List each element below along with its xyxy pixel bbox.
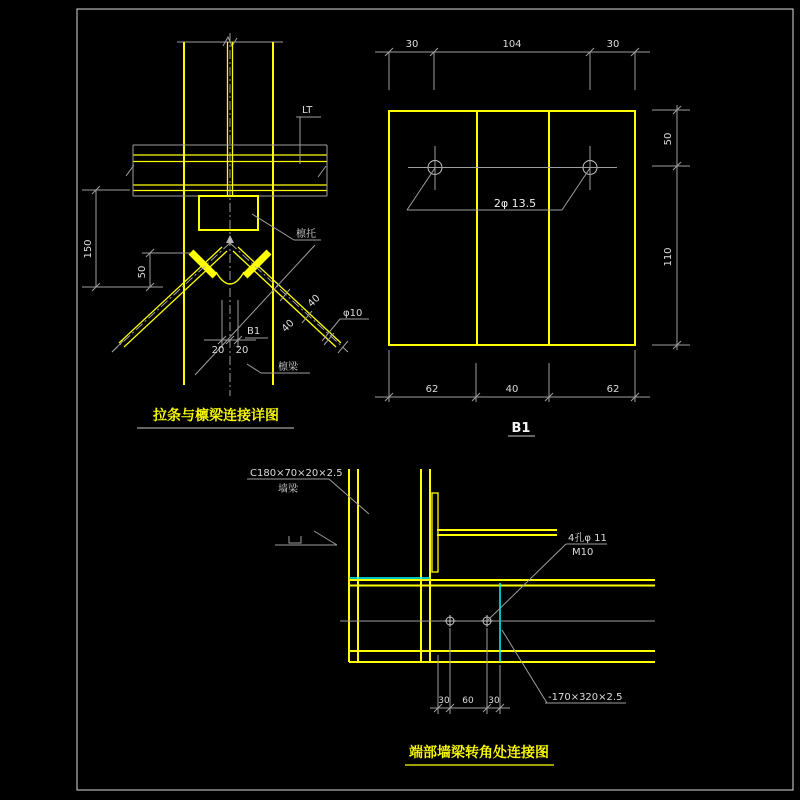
- svg-text:30: 30: [405, 39, 419, 50]
- purlin-seat-plate: [199, 196, 258, 230]
- d3-dim-bottom: [430, 628, 510, 714]
- svg-text:40: 40: [305, 292, 323, 310]
- label-b1-ref: B1: [247, 326, 261, 337]
- hole-note: 2φ 13.5: [493, 197, 537, 210]
- detail-plate-b1: [375, 39, 690, 436]
- svg-text:50: 50: [137, 265, 148, 279]
- svg-text:104: 104: [502, 39, 522, 50]
- svg-text:30: 30: [606, 39, 620, 50]
- corner-plate-edge: [432, 493, 438, 572]
- svg-text:62: 62: [425, 384, 439, 395]
- b1-dim-top: [375, 39, 650, 90]
- label-section-size: C180×70×20×2.5: [250, 468, 343, 479]
- detail2-title: B1: [511, 421, 531, 436]
- b1-dim-right: [652, 105, 690, 350]
- svg-text:50: 50: [663, 132, 674, 146]
- plate-holes: [408, 146, 617, 190]
- label-hole-count: 4孔φ 11: [568, 533, 607, 544]
- svg-text:30: 30: [488, 696, 500, 706]
- label-bolt-size: M10: [572, 547, 594, 558]
- svg-text:110: 110: [663, 247, 674, 267]
- weld-symbol: [275, 531, 337, 545]
- detail-tie-rod-connection: [82, 33, 369, 428]
- label-wall-beam: 墙梁: [278, 484, 298, 495]
- svg-text:40: 40: [279, 317, 297, 335]
- detail1-title: 拉条与檩梁连接详图: [153, 408, 279, 424]
- apex-marker: [226, 235, 234, 243]
- detail-corner-connection: [247, 468, 655, 765]
- svg-text:62: 62: [606, 384, 620, 395]
- label-plate-size: -170×320×2.5: [548, 692, 623, 703]
- plate-outline: [389, 111, 635, 345]
- detail3-title: 端部墙梁转角处连接图: [409, 745, 549, 761]
- label-purlin-seat: 檩托: [296, 229, 316, 240]
- svg-text:60: 60: [462, 696, 474, 706]
- svg-text:20: 20: [235, 345, 249, 356]
- svg-text:30: 30: [438, 696, 450, 706]
- dim-150: [82, 186, 163, 291]
- label-purlin-lt: LT: [302, 105, 313, 116]
- svg-text:150: 150: [83, 239, 94, 259]
- svg-text:40: 40: [505, 384, 519, 395]
- svg-text:20: 20: [211, 345, 225, 356]
- b1-dim-bottom: [375, 350, 650, 402]
- label-rod-diameter: φ10: [343, 308, 363, 319]
- label-purlin-beam: 檩梁: [278, 362, 298, 373]
